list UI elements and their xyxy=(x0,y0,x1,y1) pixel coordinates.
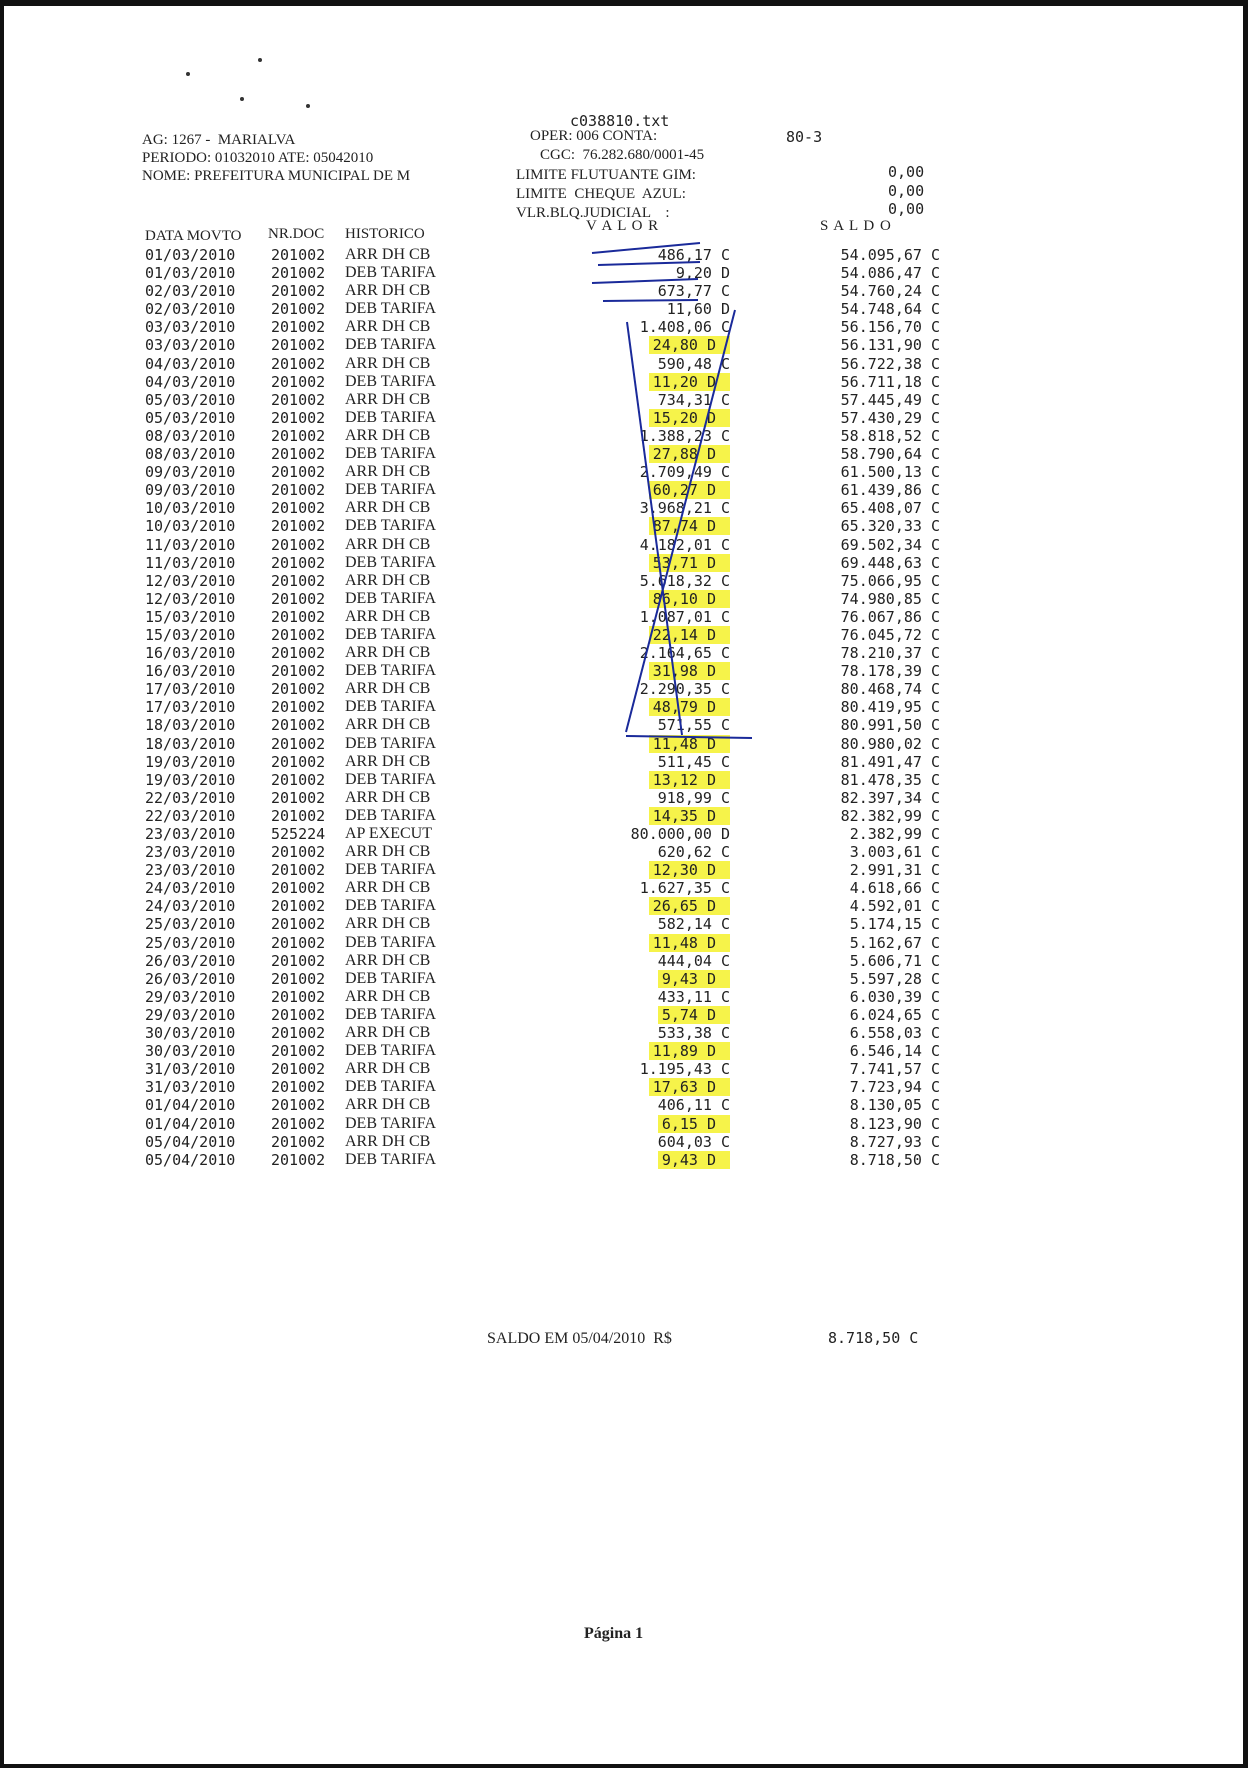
row-doc: 201002 xyxy=(271,1132,326,1151)
row-saldo: 5.174,15 C xyxy=(849,915,940,934)
row-valor-text: 2.290,35 C xyxy=(639,680,730,699)
row-doc: 201002 xyxy=(271,752,326,771)
row-date: 23/03/2010 xyxy=(145,825,236,843)
limite-cheque-value: 0,00 xyxy=(888,182,925,200)
row-saldo: 8.130,05 C xyxy=(849,1096,940,1115)
row-doc: 201002 xyxy=(271,861,326,880)
row-doc: 201002 xyxy=(271,625,326,644)
row-valor-text: 3.968,21 C xyxy=(639,499,730,518)
row-valor-text: 11,48 D xyxy=(649,735,730,753)
row-valor-text: 571,55 C xyxy=(657,716,730,735)
row-saldo: 80.980,02 C xyxy=(840,734,940,753)
row-saldo: 61.500,13 C xyxy=(840,463,940,482)
limite-flutuante-label: LIMITE FLUTUANTE GIM: xyxy=(516,167,696,183)
row-doc: 201002 xyxy=(271,644,326,663)
row-date: 02/03/2010 xyxy=(145,300,236,319)
row-historico: DEB TARIFA xyxy=(345,1150,437,1168)
limite-flutuante-value: 0,00 xyxy=(888,163,925,181)
row-saldo: 7.741,57 C xyxy=(849,1060,940,1079)
row-date: 11/03/2010 xyxy=(145,553,236,572)
row-doc: 201002 xyxy=(271,607,326,626)
row-date: 25/03/2010 xyxy=(145,933,236,952)
row-doc: 201002 xyxy=(271,770,326,789)
row-doc: 201002 xyxy=(271,915,326,934)
row-date: 01/04/2010 xyxy=(145,1096,236,1115)
vlr-blq-label: VLR.BLQ.JUDICIAL : xyxy=(516,205,670,221)
row-saldo: 76.045,72 C xyxy=(840,625,940,644)
agency-line: AG: 1267 - MARIALVA xyxy=(142,132,296,148)
row-date: 19/03/2010 xyxy=(145,770,236,789)
row-doc: 201002 xyxy=(271,843,326,862)
row-saldo: 56.722,38 C xyxy=(840,354,940,373)
row-doc: 201002 xyxy=(271,463,326,482)
row-historico: ARR DH CB xyxy=(345,987,431,1005)
row-date: 08/03/2010 xyxy=(145,445,236,464)
row-historico: AP EXECUT xyxy=(345,825,432,842)
row-date: 12/03/2010 xyxy=(145,571,236,590)
row-saldo: 80.991,50 C xyxy=(840,716,940,735)
row-saldo: 69.448,63 C xyxy=(840,553,940,572)
row-date: 12/03/2010 xyxy=(145,589,236,608)
row-valor-text: 86,10 D xyxy=(649,590,730,608)
row-doc: 201002 xyxy=(271,933,326,952)
row-historico: ARR DH CB xyxy=(345,788,431,806)
row-saldo: 54.086,47 C xyxy=(840,264,940,283)
row-doc: 201002 xyxy=(271,553,326,572)
row-historico: ARR DH CB xyxy=(345,680,431,698)
row-valor-text: 11,60 D xyxy=(666,300,730,319)
row-valor-text: 13,12 D xyxy=(649,771,730,789)
row-doc: 201002 xyxy=(271,354,326,373)
row-valor-text: 48,79 D xyxy=(649,698,730,716)
row-doc: 201002 xyxy=(271,1005,326,1024)
row-date: 05/04/2010 xyxy=(145,1132,236,1151)
row-valor-text: 582,14 C xyxy=(657,915,730,934)
row-saldo: 82.382,99 C xyxy=(840,806,940,825)
row-doc: 201002 xyxy=(271,734,326,753)
row-saldo: 61.439,86 C xyxy=(840,481,940,500)
row-doc: 201002 xyxy=(271,879,326,898)
row-historico: ARR DH CB xyxy=(345,499,431,517)
row-valor-text: 486,17 C xyxy=(657,246,730,264)
row-valor-text: 1.195,43 C xyxy=(639,1060,730,1079)
row-historico: DEB TARIFA xyxy=(345,481,437,499)
row-valor-text: 734,31 C xyxy=(657,390,730,409)
row-saldo: 56.711,18 C xyxy=(840,372,940,391)
row-doc: 201002 xyxy=(271,372,326,391)
row-historico: DEB TARIFA xyxy=(345,589,437,607)
row-saldo: 58.818,52 C xyxy=(840,426,940,445)
row-saldo: 54.095,67 C xyxy=(840,246,940,264)
row-doc: 201002 xyxy=(271,969,326,988)
row-valor-text: 533,38 C xyxy=(657,1024,730,1043)
row-doc: 201002 xyxy=(271,390,326,409)
row-doc: 201002 xyxy=(271,517,326,536)
row-doc: 201002 xyxy=(271,1060,326,1079)
oper-line: OPER: 006 CONTA: xyxy=(530,128,658,144)
row-historico: ARR DH CB xyxy=(345,1060,431,1078)
row-historico: ARR DH CB xyxy=(345,535,431,553)
row-doc: 201002 xyxy=(271,897,326,916)
row-date: 24/03/2010 xyxy=(145,879,236,898)
row-doc: 525224 xyxy=(271,825,326,843)
row-date: 25/03/2010 xyxy=(145,915,236,934)
row-saldo: 65.408,07 C xyxy=(840,499,940,518)
row-date: 26/03/2010 xyxy=(145,951,236,970)
row-date: 02/03/2010 xyxy=(145,282,236,301)
row-date: 01/03/2010 xyxy=(145,246,236,264)
column-header-valor: V A L O R xyxy=(586,218,660,234)
name-line: NOME: PREFEITURA MUNICIPAL DE M xyxy=(142,168,411,184)
row-date: 17/03/2010 xyxy=(145,698,236,717)
row-date: 05/03/2010 xyxy=(145,408,236,427)
row-valor-text: 1.388,23 C xyxy=(639,426,730,445)
pen-strike-2 xyxy=(598,262,700,265)
row-doc: 201002 xyxy=(271,1024,326,1043)
row-saldo: 4.618,66 C xyxy=(849,879,940,898)
row-doc: 201002 xyxy=(271,589,326,608)
row-doc: 201002 xyxy=(271,1042,326,1061)
row-saldo: 5.597,28 C xyxy=(849,969,940,988)
row-doc: 201002 xyxy=(271,698,326,717)
row-saldo: 6.030,39 C xyxy=(849,987,940,1006)
row-date: 31/03/2010 xyxy=(145,1078,236,1097)
row-historico: DEB TARIFA xyxy=(345,861,437,879)
row-valor-text: 9,43 D xyxy=(658,970,730,988)
row-saldo: 7.723,94 C xyxy=(849,1078,940,1097)
row-valor-text: 11,48 D xyxy=(649,934,730,952)
row-historico: DEB TARIFA xyxy=(345,445,437,463)
row-valor-text: 60,27 D xyxy=(649,481,730,499)
row-date: 31/03/2010 xyxy=(145,1060,236,1079)
row-date: 24/03/2010 xyxy=(145,897,236,916)
row-historico: DEB TARIFA xyxy=(345,408,437,426)
row-valor-text: 27,88 D xyxy=(649,445,730,463)
row-valor-text: 12,30 D xyxy=(649,861,730,879)
row-historico: ARR DH CB xyxy=(345,354,431,372)
row-valor-text: 2.164,65 C xyxy=(639,644,730,663)
row-date: 22/03/2010 xyxy=(145,806,236,825)
row-saldo: 4.592,01 C xyxy=(849,897,940,916)
account-suffix: 80-3 xyxy=(786,128,823,146)
row-valor-text: 1.627,35 C xyxy=(639,879,730,898)
row-saldo: 65.320,33 C xyxy=(840,517,940,536)
row-saldo: 80.468,74 C xyxy=(840,680,940,699)
row-doc: 201002 xyxy=(271,300,326,319)
row-saldo: 8.718,50 C xyxy=(849,1150,940,1169)
row-date: 18/03/2010 xyxy=(145,734,236,753)
pen-underline xyxy=(626,736,752,738)
row-historico: DEB TARIFA xyxy=(345,517,437,535)
row-date: 30/03/2010 xyxy=(145,1024,236,1043)
row-doc: 201002 xyxy=(271,408,326,427)
row-saldo: 6.546,14 C xyxy=(849,1042,940,1061)
row-date: 15/03/2010 xyxy=(145,625,236,644)
column-header-doc: NR.DOC xyxy=(268,226,325,242)
row-saldo: 81.478,35 C xyxy=(840,770,940,789)
row-saldo: 82.397,34 C xyxy=(840,788,940,807)
row-historico: DEB TARIFA xyxy=(345,553,437,571)
row-historico: DEB TARIFA xyxy=(345,734,437,752)
row-valor-text: 2.709,49 C xyxy=(639,463,730,482)
limite-cheque-label: LIMITE CHEQUE AZUL: xyxy=(516,186,686,202)
row-historico: DEB TARIFA xyxy=(345,1042,437,1060)
row-valor-text: 444,04 C xyxy=(657,951,730,970)
row-valor-text: 9,20 D xyxy=(675,264,730,283)
row-doc: 201002 xyxy=(271,246,326,264)
row-doc: 201002 xyxy=(271,716,326,735)
row-saldo: 58.790,64 C xyxy=(840,445,940,464)
row-valor-text: 433,11 C xyxy=(657,987,730,1006)
row-valor-text: 620,62 C xyxy=(657,843,730,862)
row-historico: ARR DH CB xyxy=(345,390,431,408)
row-historico: DEB TARIFA xyxy=(345,662,437,680)
row-doc: 201002 xyxy=(271,481,326,500)
row-saldo: 54.760,24 C xyxy=(840,282,940,301)
vlr-blq-value: 0,00 xyxy=(888,200,925,218)
row-historico: ARR DH CB xyxy=(345,282,431,300)
column-header-saldo: S A L D O xyxy=(820,218,892,234)
row-date: 10/03/2010 xyxy=(145,499,236,518)
row-valor-text: 604,03 C xyxy=(657,1132,730,1151)
row-saldo: 74.980,85 C xyxy=(840,589,940,608)
row-historico: ARR DH CB xyxy=(345,246,431,263)
row-date: 15/03/2010 xyxy=(145,607,236,626)
pen-strike-1 xyxy=(592,243,700,253)
row-historico: ARR DH CB xyxy=(345,607,431,625)
row-valor-text: 406,11 C xyxy=(657,1096,730,1115)
row-historico: DEB TARIFA xyxy=(345,300,437,318)
row-doc: 201002 xyxy=(271,318,326,337)
row-doc: 201002 xyxy=(271,264,326,283)
row-date: 30/03/2010 xyxy=(145,1042,236,1061)
row-historico: ARR DH CB xyxy=(345,915,431,933)
row-historico: DEB TARIFA xyxy=(345,1078,437,1096)
row-historico: DEB TARIFA xyxy=(345,625,437,643)
row-saldo: 2.382,99 C xyxy=(849,825,940,843)
row-valor-text: 590,48 C xyxy=(657,354,730,373)
row-historico: ARR DH CB xyxy=(345,879,431,897)
row-historico: ARR DH CB xyxy=(345,318,431,336)
row-date: 29/03/2010 xyxy=(145,987,236,1006)
row-saldo: 3.003,61 C xyxy=(849,843,940,862)
row-doc: 201002 xyxy=(271,987,326,1006)
row-valor-text: 14,35 D xyxy=(649,807,730,825)
row-valor-text: 1.408,06 C xyxy=(639,318,730,337)
row-doc: 201002 xyxy=(271,951,326,970)
row-valor-text: 87,74 D xyxy=(649,517,730,535)
row-historico: ARR DH CB xyxy=(345,426,431,444)
row-doc: 201002 xyxy=(271,336,326,355)
row-saldo: 76.067,86 C xyxy=(840,607,940,626)
row-saldo: 5.606,71 C xyxy=(849,951,940,970)
row-date: 10/03/2010 xyxy=(145,517,236,536)
row-saldo: 56.156,70 C xyxy=(840,318,940,337)
row-valor-text: 511,45 C xyxy=(657,752,730,771)
final-balance-label: SALDO EM 05/04/2010 R$ xyxy=(487,1330,672,1347)
cgc-line: CGC: 76.282.680/0001-45 xyxy=(540,147,705,163)
row-date: 23/03/2010 xyxy=(145,861,236,880)
row-valor-text: 9,43 D xyxy=(658,1151,730,1169)
row-valor-text: 6,15 D xyxy=(658,1115,730,1133)
row-saldo: 6.024,65 C xyxy=(849,1005,940,1024)
row-doc: 201002 xyxy=(271,1150,326,1169)
pen-big-x-2 xyxy=(626,310,735,735)
row-valor-text: 15,20 D xyxy=(649,409,730,427)
row-doc: 201002 xyxy=(271,571,326,590)
row-doc: 201002 xyxy=(271,535,326,554)
row-doc: 201002 xyxy=(271,1078,326,1097)
row-valor-text: 4.182,01 C xyxy=(639,535,730,554)
row-date: 03/03/2010 xyxy=(145,336,236,355)
row-date: 22/03/2010 xyxy=(145,788,236,807)
row-valor-text: 5,74 D xyxy=(658,1006,730,1024)
row-date: 29/03/2010 xyxy=(145,1005,236,1024)
row-doc: 201002 xyxy=(271,806,326,825)
row-doc: 201002 xyxy=(271,680,326,699)
row-date: 16/03/2010 xyxy=(145,662,236,681)
row-historico: DEB TARIFA xyxy=(345,1114,437,1132)
row-saldo: 75.066,95 C xyxy=(840,571,940,590)
row-valor-text: 11,20 D xyxy=(649,373,730,391)
row-saldo: 78.178,39 C xyxy=(840,662,940,681)
row-doc: 201002 xyxy=(271,788,326,807)
row-date: 23/03/2010 xyxy=(145,843,236,862)
row-historico: DEB TARIFA xyxy=(345,336,437,354)
row-saldo: 56.131,90 C xyxy=(840,336,940,355)
row-date: 08/03/2010 xyxy=(145,426,236,445)
row-historico: DEB TARIFA xyxy=(345,372,437,390)
row-historico: ARR DH CB xyxy=(345,716,431,734)
row-saldo: 6.558,03 C xyxy=(849,1024,940,1043)
row-date: 01/04/2010 xyxy=(145,1114,236,1133)
row-date: 05/03/2010 xyxy=(145,390,236,409)
row-historico: ARR DH CB xyxy=(345,752,431,770)
row-historico: DEB TARIFA xyxy=(345,806,437,824)
pen-big-x-1 xyxy=(627,322,682,735)
row-doc: 201002 xyxy=(271,662,326,681)
row-valor-text: 22,14 D xyxy=(649,626,730,644)
row-saldo: 69.502,34 C xyxy=(840,535,940,554)
row-historico: ARR DH CB xyxy=(345,463,431,481)
row-saldo: 2.991,31 C xyxy=(849,861,940,880)
column-header-hist: HISTORICO xyxy=(345,226,425,242)
row-saldo: 78.210,37 C xyxy=(840,644,940,663)
row-historico: ARR DH CB xyxy=(345,951,431,969)
row-doc: 201002 xyxy=(271,282,326,301)
row-valor-text: 1.087,01 C xyxy=(639,607,730,626)
row-date: 04/03/2010 xyxy=(145,372,236,391)
row-historico: DEB TARIFA xyxy=(345,969,437,987)
row-saldo: 5.162,67 C xyxy=(849,933,940,952)
row-historico: DEB TARIFA xyxy=(345,1005,437,1023)
row-valor-text: 53,71 D xyxy=(649,554,730,572)
row-valor-text: 26,65 D xyxy=(649,897,730,915)
row-historico: DEB TARIFA xyxy=(345,897,437,915)
pen-strike-3 xyxy=(592,279,698,283)
row-valor-text: 24,80 D xyxy=(649,336,730,354)
period-line: PERIODO: 01032010 ATE: 05042010 xyxy=(142,150,374,166)
row-date: 11/03/2010 xyxy=(145,535,236,554)
row-date: 05/04/2010 xyxy=(145,1150,236,1169)
row-saldo: 81.491,47 C xyxy=(840,752,940,771)
pen-strike-4 xyxy=(603,300,698,301)
row-saldo: 80.419,95 C xyxy=(840,698,940,717)
row-historico: ARR DH CB xyxy=(345,571,431,589)
row-saldo: 57.445,49 C xyxy=(840,390,940,409)
row-historico: DEB TARIFA xyxy=(345,933,437,951)
row-historico: ARR DH CB xyxy=(345,1132,431,1150)
row-doc: 201002 xyxy=(271,1114,326,1133)
row-historico: DEB TARIFA xyxy=(345,698,437,716)
row-historico: DEB TARIFA xyxy=(345,264,437,282)
row-saldo: 8.123,90 C xyxy=(849,1114,940,1133)
row-date: 04/03/2010 xyxy=(145,354,236,373)
file-name: c038810.txt xyxy=(570,112,670,130)
row-date: 09/03/2010 xyxy=(145,481,236,500)
row-historico: ARR DH CB xyxy=(345,1096,431,1114)
row-valor-text: 5.618,32 C xyxy=(639,571,730,590)
row-date: 19/03/2010 xyxy=(145,752,236,771)
row-valor-text: 31,98 D xyxy=(649,662,730,680)
row-doc: 201002 xyxy=(271,426,326,445)
row-historico: ARR DH CB xyxy=(345,843,431,861)
row-date: 26/03/2010 xyxy=(145,969,236,988)
row-valor-text: 17,63 D xyxy=(649,1078,730,1096)
row-date: 09/03/2010 xyxy=(145,463,236,482)
row-saldo: 57.430,29 C xyxy=(840,408,940,427)
row-date: 16/03/2010 xyxy=(145,644,236,663)
column-header-date: DATA MOVTO xyxy=(145,228,242,244)
row-doc: 201002 xyxy=(271,499,326,518)
row-valor-text: 11,89 D xyxy=(649,1042,730,1060)
row-valor-text: 918,99 C xyxy=(657,788,730,807)
row-doc: 201002 xyxy=(271,1096,326,1115)
row-saldo: 54.748,64 C xyxy=(840,300,940,319)
row-doc: 201002 xyxy=(271,445,326,464)
page-number: Página 1 xyxy=(584,1625,644,1642)
final-balance-value: 8.718,50 C xyxy=(828,1329,919,1347)
row-saldo: 8.727,93 C xyxy=(849,1132,940,1151)
row-date: 18/03/2010 xyxy=(145,716,236,735)
row-valor-text: 673,77 C xyxy=(657,282,730,301)
row-historico: DEB TARIFA xyxy=(345,770,437,788)
row-date: 01/03/2010 xyxy=(145,264,236,283)
row-historico: ARR DH CB xyxy=(345,1024,431,1042)
row-date: 03/03/2010 xyxy=(145,318,236,337)
row-date: 17/03/2010 xyxy=(145,680,236,699)
row-valor-text: 80.000,00 D xyxy=(630,825,730,843)
row-historico: ARR DH CB xyxy=(345,644,431,662)
